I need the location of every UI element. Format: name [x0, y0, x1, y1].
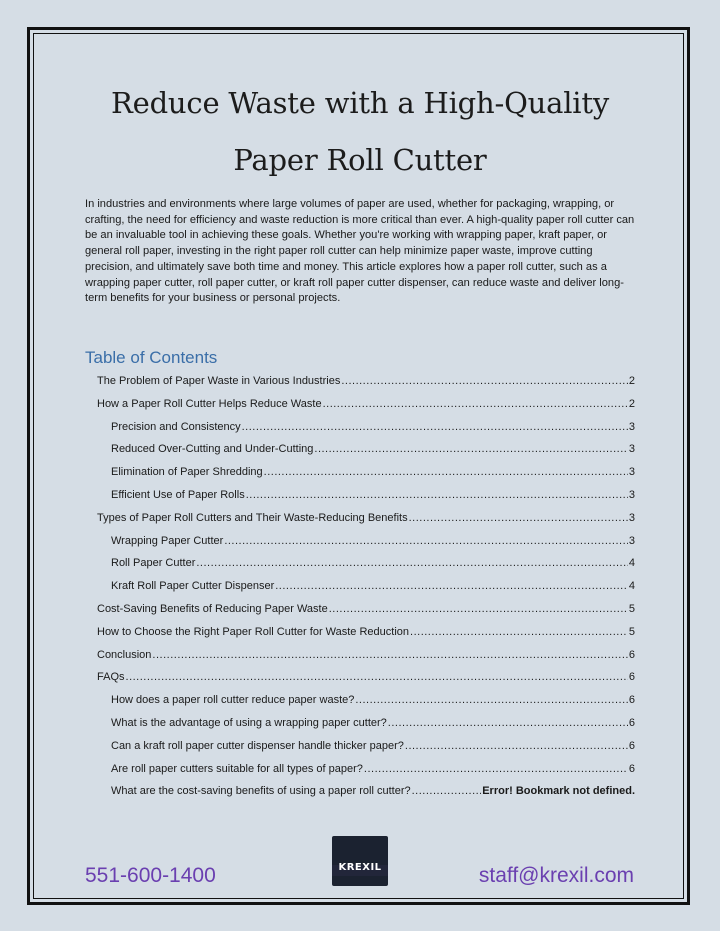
toc-entry-page: 6: [628, 762, 635, 775]
toc-entry[interactable]: [111, 441, 635, 457]
toc-entry[interactable]: [111, 487, 635, 503]
toc-entry-title: What are the cost-saving benefits of using a paper roll cutter?: [111, 785, 411, 798]
toc-entry[interactable]: [111, 738, 635, 754]
toc-entry-title: What is the advantage of using a wrapping paper cutter?: [111, 717, 387, 729]
toc-entry[interactable]: [111, 555, 635, 571]
toc-entry-error: Error! Bookmark not defined.: [482, 785, 635, 798]
toc-entry[interactable]: [97, 396, 635, 412]
toc-entry-page: 5: [628, 625, 635, 638]
toc-leader-dots: [264, 464, 628, 480]
toc-entry-title: Cost-Saving Benefits of Reducing Paper Waste: [97, 603, 328, 615]
toc-entry-page: 2: [628, 397, 635, 410]
document-title-line1: Reduce Waste with a High-Quality: [110, 86, 610, 120]
toc-entry-title: Elimination of Paper Shredding: [111, 466, 263, 479]
toc-entry-page: 3: [628, 511, 635, 524]
document-title-line2: Paper Roll Cutter: [233, 143, 487, 177]
toc-leader-dots: [410, 624, 628, 640]
toc-entry-title: The Problem of Paper Waste in Various Industries: [97, 375, 341, 387]
toc-leader-dots: [314, 441, 627, 457]
toc-leader-dots: [355, 692, 628, 708]
toc-entry[interactable]: [111, 464, 635, 480]
toc-entry-page: 3: [628, 489, 635, 501]
toc-entry-page: 3: [628, 420, 635, 433]
toc-entry[interactable]: [97, 510, 635, 526]
toc-entry[interactable]: [111, 533, 635, 549]
toc-entry[interactable]: [97, 624, 635, 640]
toc-entry-page: 3: [628, 443, 635, 456]
toc-entry-title: FAQs: [97, 671, 125, 684]
toc-entry[interactable]: [111, 715, 635, 731]
toc-entry-page: 4: [628, 557, 635, 570]
toc-leader-dots: [364, 761, 628, 777]
toc-entry-page: 6: [628, 648, 635, 661]
toc-leader-dots: [388, 715, 628, 731]
toc-entry-page: 6: [628, 694, 635, 707]
toc-leader-dots: [152, 647, 627, 663]
toc-entry-title: Kraft Roll Paper Cutter Dispenser: [111, 580, 275, 593]
toc-entry-title: Can a kraft roll paper cutter dispenser handle thicker paper?: [111, 739, 404, 752]
toc-entry-page: 6: [628, 717, 635, 729]
toc-entry[interactable]: [97, 373, 635, 389]
toc-entry[interactable]: [111, 578, 635, 594]
toc-entry-page: 6: [628, 739, 635, 752]
toc-entry-title: Roll Paper Cutter: [111, 557, 196, 570]
toc-leader-dots: [246, 487, 628, 503]
toc-entry-title: Are roll paper cutters suitable for all types of paper?: [111, 762, 363, 775]
toc-entry-title: Conclusion: [97, 648, 152, 661]
toc-entry-title: Precision and Consistency: [111, 420, 241, 433]
toc-entry[interactable]: [111, 783, 635, 799]
toc-entry[interactable]: [97, 669, 635, 685]
toc-leader-dots: [196, 555, 628, 571]
toc-entry[interactable]: [97, 601, 635, 617]
toc-leader-dots: [126, 669, 628, 685]
logo-text: KREXIL: [338, 862, 382, 873]
toc-entry-page: 3: [628, 534, 635, 547]
toc-entry-page: 6: [628, 671, 635, 684]
toc-leader-dots: [323, 396, 628, 412]
footer-phone[interactable]: 551-600-1400: [85, 864, 216, 887]
toc-leader-dots: [329, 601, 628, 617]
toc-entry[interactable]: [111, 692, 635, 708]
toc-entry-page: 4: [628, 580, 635, 593]
toc-entry[interactable]: [97, 647, 635, 663]
intro-paragraph: In industries and environments where large volumes of paper are used, whether for packaging, wrapping, or crafting, the need for efficiency and waste reduction is more critical than ever. A high-quality paper roll cutter can be an invaluable tool in achieving these goals. Whether you're working with wrapping paper, kraft paper, or general roll paper, investing in the right paper roll cutter can help minimize paper waste, improve cutting precision, and ultimately save both time and money. This article explores how a paper roll cutter, such as a wrapping paper cutter, roll paper cutter, or kraft roll paper cutter dispenser, can reduce waste and deliver long-term benefits for your business or personal projects.: [85, 198, 635, 305]
toc-entry-title: How a Paper Roll Cutter Helps Reduce Waste: [97, 397, 322, 410]
toc-entry[interactable]: [111, 419, 635, 435]
toc-entry-title: How to Choose the Right Paper Roll Cutter for Waste Reduction: [97, 625, 410, 638]
toc-entry-title: How does a paper roll cutter reduce paper waste?: [111, 694, 355, 707]
toc-entry-title: Reduced Over-Cutting and Under-Cutting: [111, 443, 314, 456]
toc-leader-dots: [242, 419, 628, 435]
footer-email[interactable]: staff@krexil.com: [478, 864, 634, 887]
toc-entry[interactable]: [111, 761, 635, 777]
toc-entry-title: Wrapping Paper Cutter: [111, 534, 224, 547]
toc-leader-dots: [275, 578, 628, 594]
toc-leader-dots: [341, 373, 628, 389]
toc-leader-dots: [405, 738, 628, 754]
toc-entry-page: 5: [628, 603, 635, 615]
toc-entry-title: Efficient Use of Paper Rolls: [111, 489, 245, 501]
toc-entry-page: 2: [628, 375, 635, 387]
toc-leader-dots: [224, 533, 628, 549]
toc-heading: Table of Contents: [85, 348, 218, 367]
toc-leader-dots: [412, 783, 482, 799]
toc-leader-dots: [409, 510, 628, 526]
toc-entry-page: 3: [628, 466, 635, 479]
krexil-logo: [332, 836, 388, 886]
toc-entry-title: Types of Paper Roll Cutters and Their Waste-Reducing Benefits: [97, 511, 408, 524]
